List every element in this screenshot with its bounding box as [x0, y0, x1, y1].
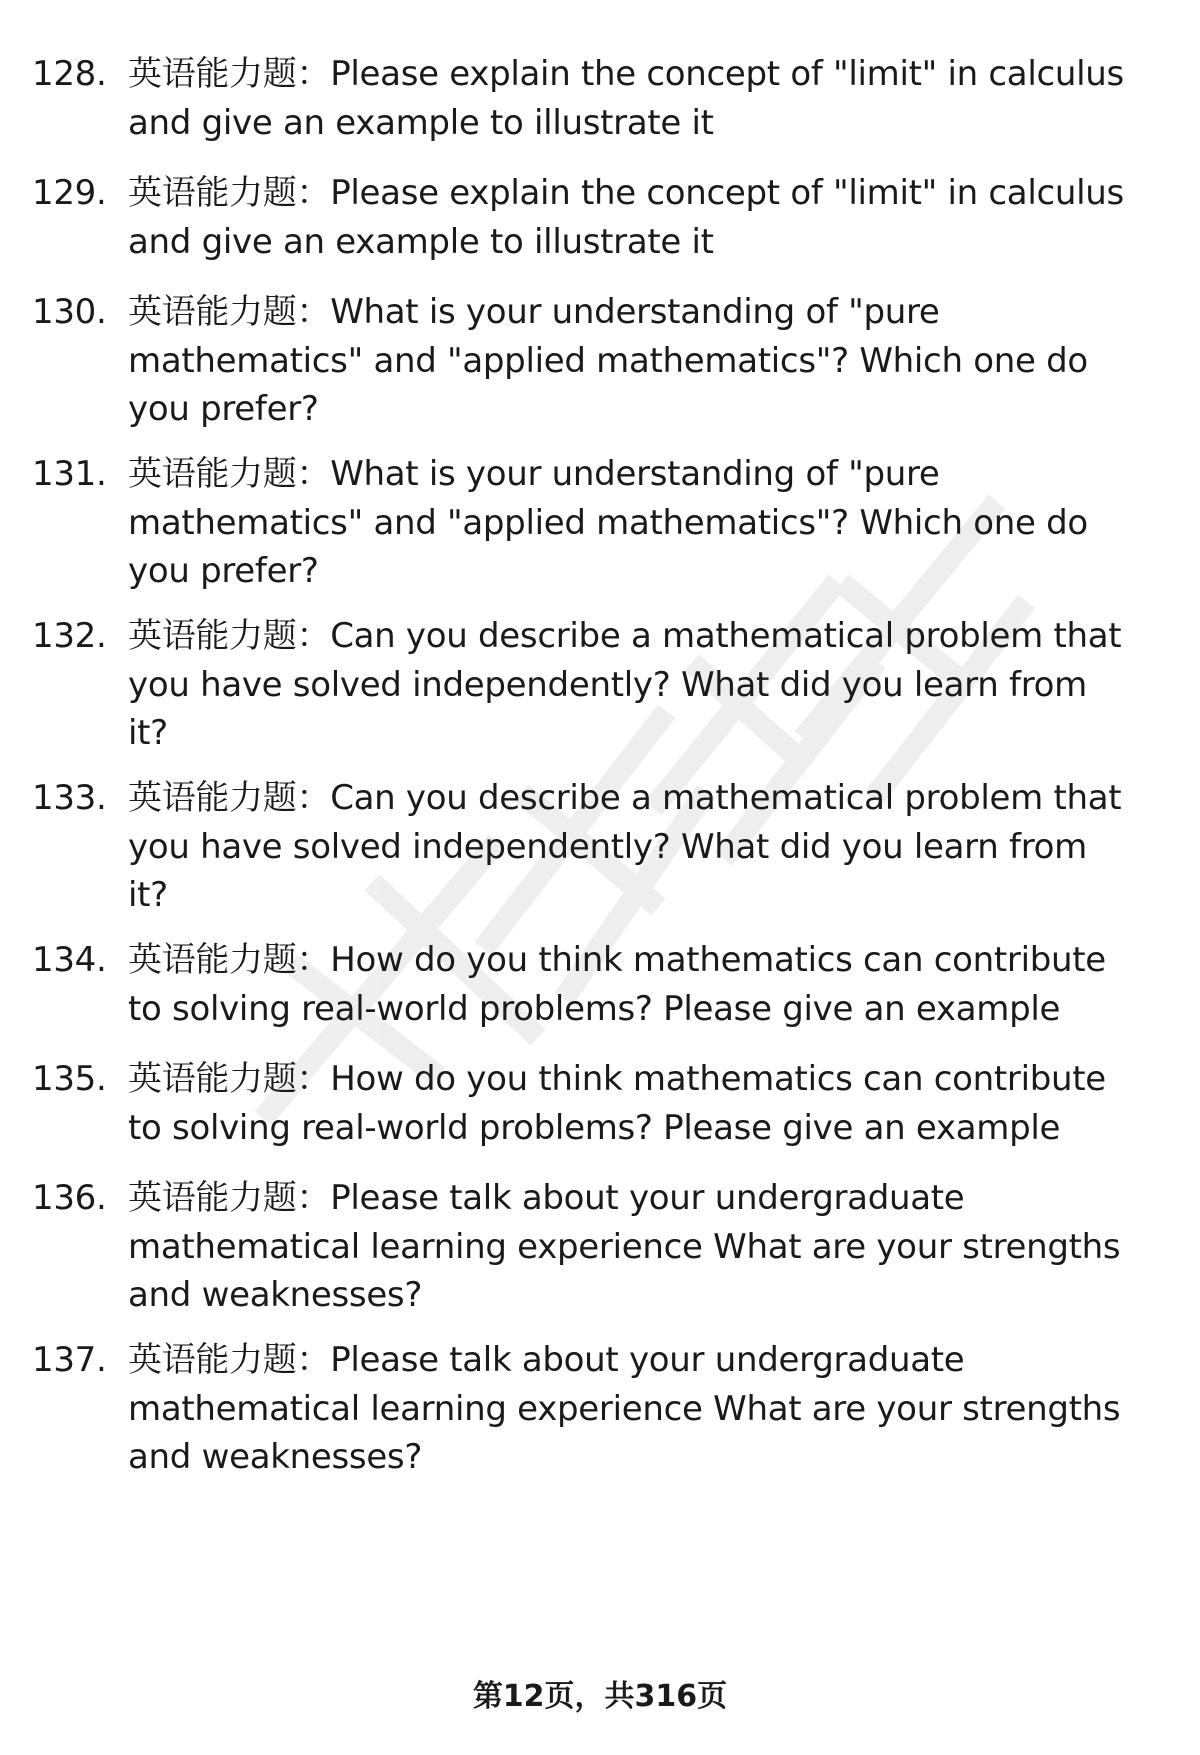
question-text: mathematics" and "applied mathematics"? Which one do	[128, 340, 1088, 381]
question-line	[128, 1271, 1168, 1320]
question-line	[128, 1433, 1168, 1482]
question-line	[128, 612, 1168, 661]
question-text: you have solved independently? What did you learn from	[128, 826, 1087, 867]
question-line	[128, 169, 1168, 218]
question-number: 133.	[32, 778, 107, 818]
question-number: 128.	[32, 54, 107, 94]
question-line	[128, 709, 1168, 758]
question-number: 135.	[32, 1059, 107, 1099]
question-line	[128, 218, 1168, 267]
question-line	[128, 1385, 1168, 1434]
question-text: it?	[128, 713, 168, 753]
question-line	[128, 1223, 1168, 1272]
question-category: 英语能力题：	[128, 173, 331, 213]
question-line	[128, 823, 1168, 872]
question-body	[128, 1055, 1168, 1152]
question-line	[128, 50, 1168, 99]
question-text: and give an example to illustrate it	[128, 102, 714, 143]
question-line	[128, 1104, 1168, 1153]
question-text: Please explain the concept of "limit" in calculus	[330, 54, 1124, 94]
question-text: you prefer?	[128, 551, 319, 591]
question-text: Please talk about your undergraduate	[330, 1340, 965, 1380]
question-line	[128, 985, 1168, 1034]
page-footer: 第12页，共316页	[472, 1679, 728, 1714]
question-category: 英语能力题：	[128, 616, 331, 656]
question-text: and give an example to illustrate it	[128, 221, 714, 262]
question-category: 英语能力题：	[128, 1059, 331, 1099]
question-category: 英语能力题：	[128, 1178, 331, 1218]
question-category: 英语能力题：	[128, 1340, 331, 1380]
question-body	[128, 450, 1168, 596]
question-text: How do you think mathematics can contribute	[330, 1059, 1106, 1099]
question-category: 英语能力题：	[128, 454, 331, 494]
question-text: Please talk about your undergraduate	[330, 1178, 965, 1218]
question-text: Please explain the concept of "limit" in calculus	[330, 173, 1124, 213]
question-number: 137.	[32, 1340, 107, 1380]
question-body	[128, 1174, 1168, 1320]
question-number: 134.	[32, 940, 107, 980]
question-text: you prefer?	[128, 389, 319, 429]
question-body	[128, 612, 1168, 758]
question-number: 131.	[32, 454, 107, 494]
question-line	[128, 450, 1168, 499]
question-body	[128, 774, 1168, 920]
question-line	[128, 385, 1168, 434]
question-number: 136.	[32, 1178, 107, 1218]
question-text: and weaknesses?	[128, 1275, 423, 1315]
question-line	[128, 1174, 1168, 1223]
question-line	[128, 288, 1168, 337]
question-text: What is your understanding of "pure	[330, 454, 940, 494]
question-line	[128, 499, 1168, 548]
question-body	[128, 169, 1168, 266]
question-line	[128, 547, 1168, 596]
question-line	[128, 871, 1168, 920]
question-line	[128, 661, 1168, 710]
question-text: Can you describe a mathematical problem that	[330, 778, 1122, 818]
question-number: 129.	[32, 173, 107, 213]
question-body	[128, 1336, 1168, 1482]
question-text: Can you describe a mathematical problem that	[330, 616, 1122, 656]
question-line	[128, 1055, 1168, 1104]
question-line	[128, 1336, 1168, 1385]
question-text: mathematical learning experience What are your strengths	[128, 1226, 1121, 1267]
question-text: to solving real-world problems? Please give an example	[128, 988, 1061, 1029]
question-number: 132.	[32, 616, 107, 656]
question-category: 英语能力题：	[128, 940, 331, 980]
question-text: How do you think mathematics can contribute	[330, 940, 1106, 980]
question-body	[128, 936, 1168, 1033]
question-text: it?	[128, 875, 168, 915]
question-number: 130.	[32, 292, 107, 332]
question-body	[128, 288, 1168, 434]
question-text: to solving real-world problems? Please give an example	[128, 1107, 1061, 1148]
question-text: mathematics" and "applied mathematics"? Which one do	[128, 502, 1088, 543]
question-text: and weaknesses?	[128, 1437, 423, 1477]
question-category: 英语能力题：	[128, 778, 331, 818]
question-text: mathematical learning experience What are your strengths	[128, 1388, 1121, 1429]
question-category: 英语能力题：	[128, 292, 331, 332]
question-body	[128, 50, 1168, 147]
question-line	[128, 99, 1168, 148]
question-text: What is your understanding of "pure	[330, 292, 940, 332]
question-category: 英语能力题：	[128, 54, 331, 94]
question-text: you have solved independently? What did you learn from	[128, 664, 1087, 705]
question-line	[128, 936, 1168, 985]
question-line	[128, 774, 1168, 823]
question-line	[128, 337, 1168, 386]
